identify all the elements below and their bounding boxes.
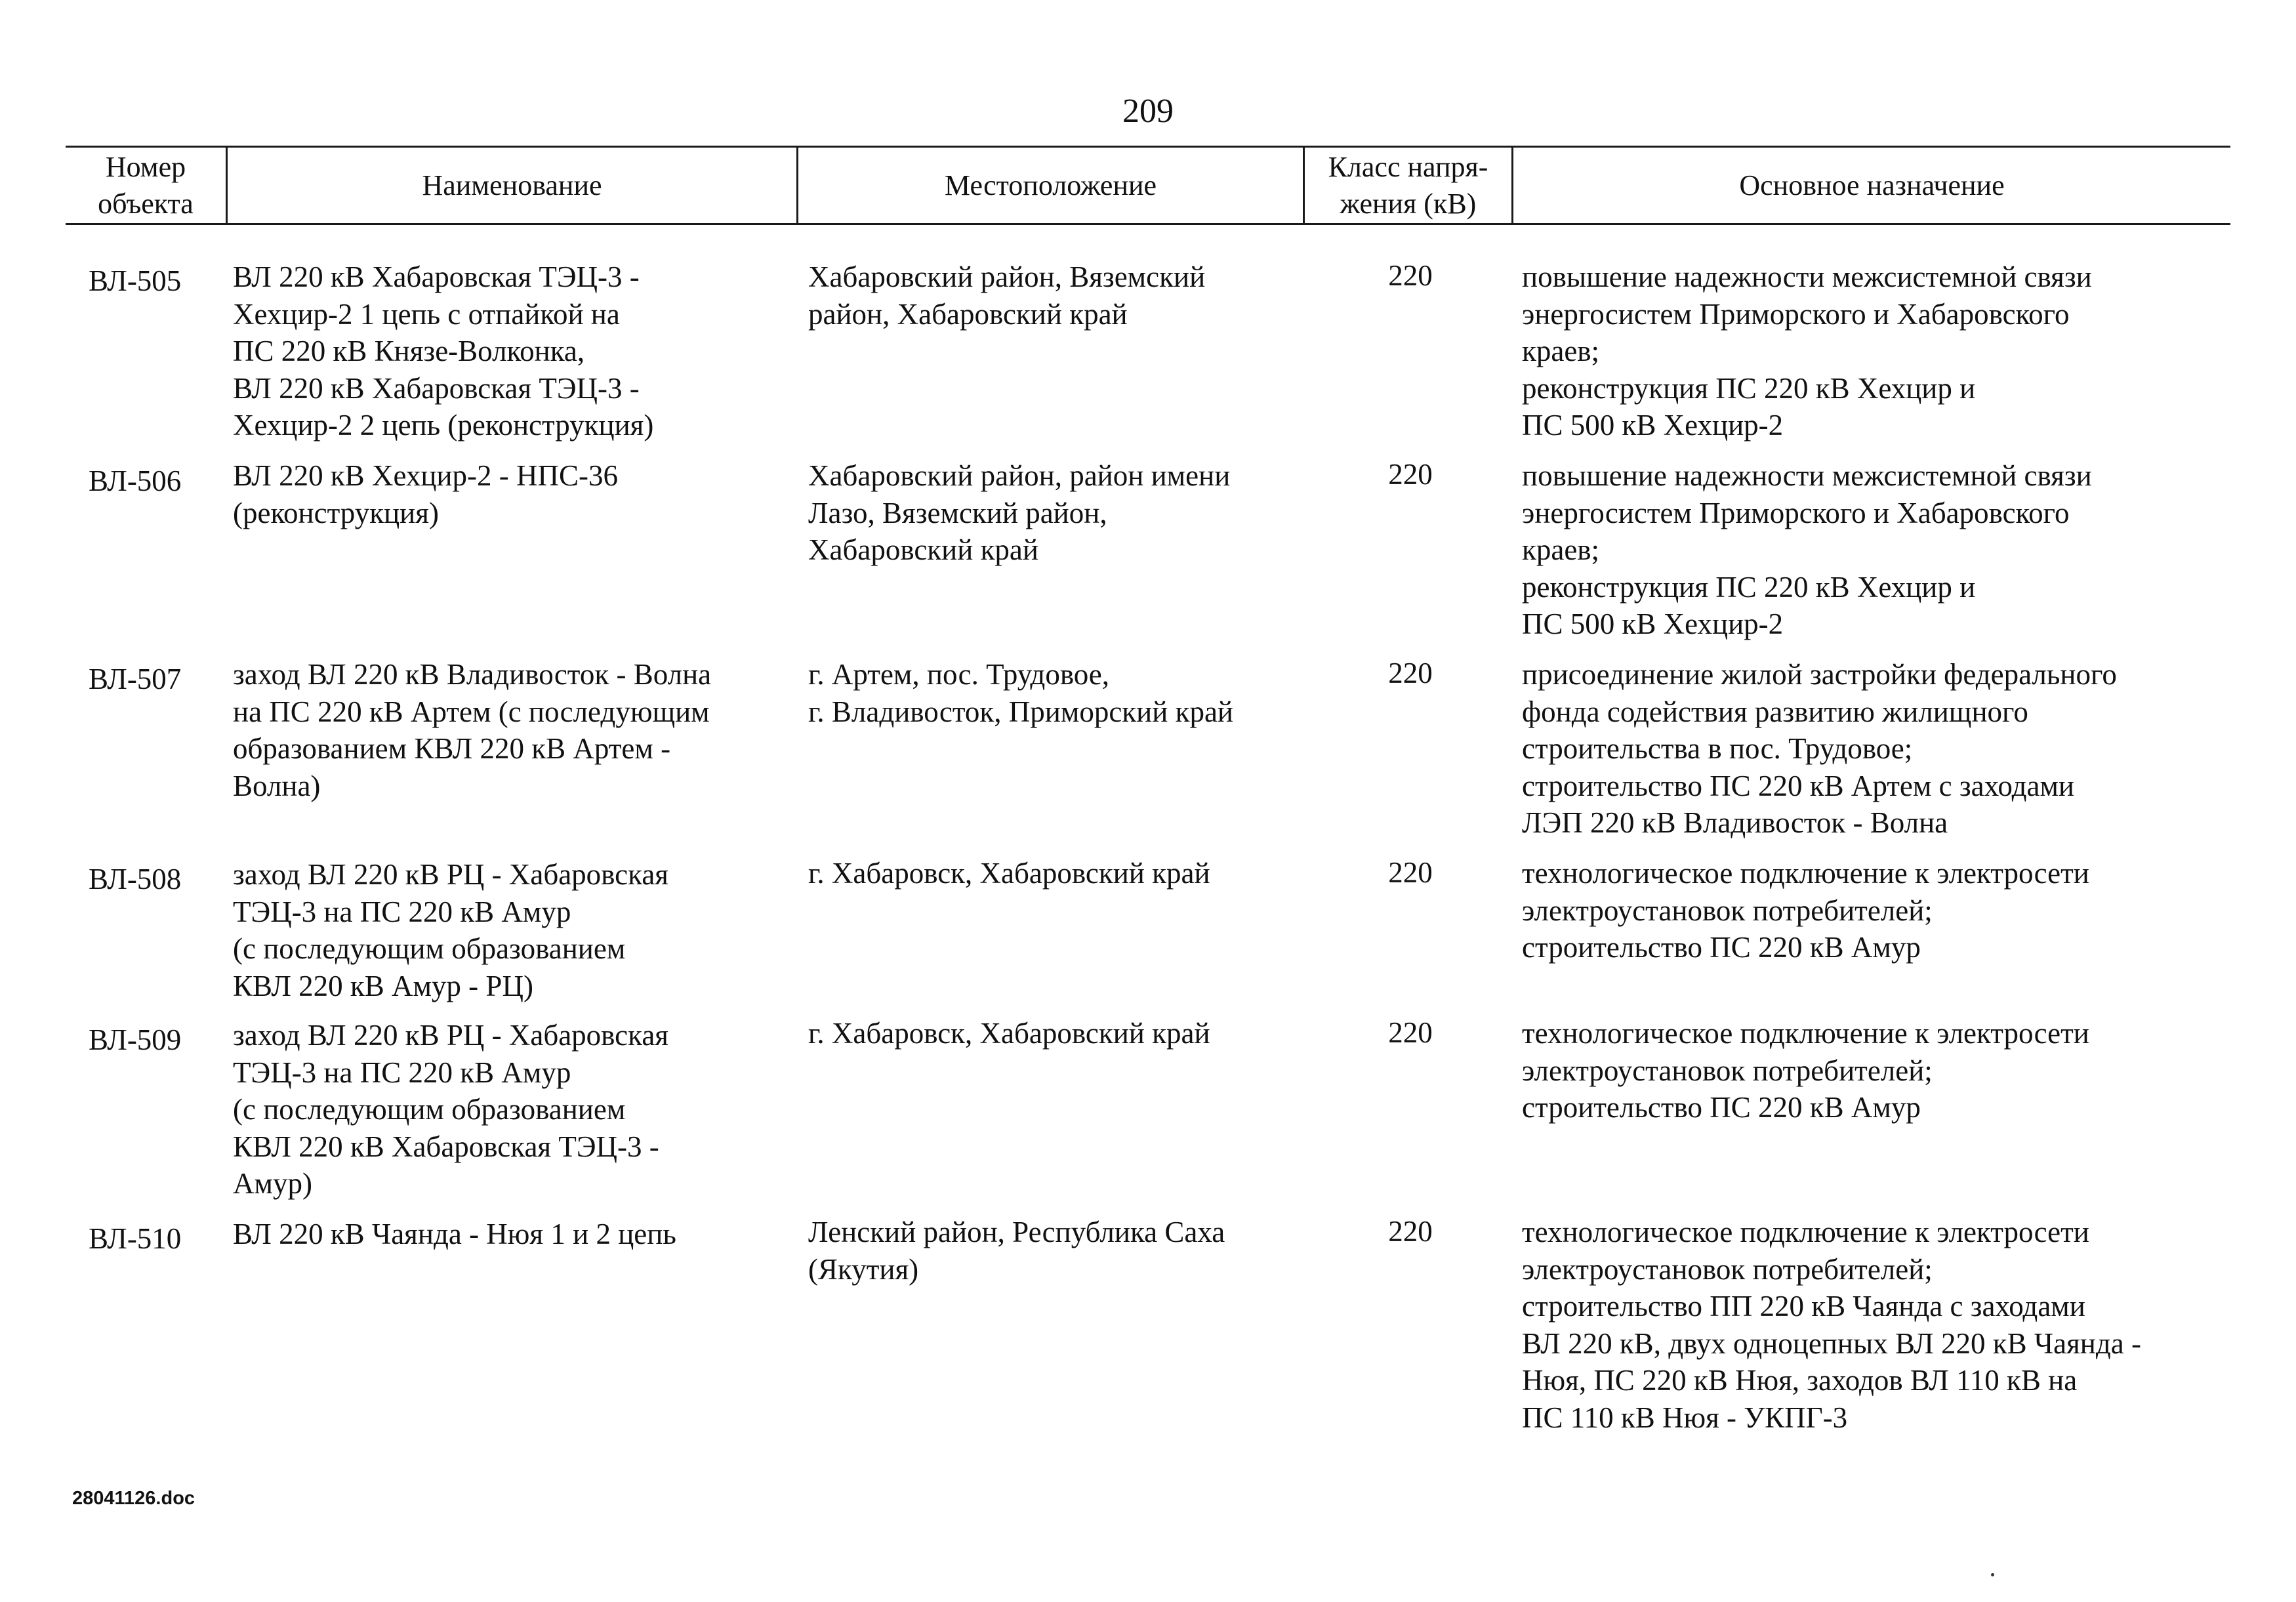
object-location: г. Артем, пос. Трудовое, г. Владивосток, Приморский край bbox=[808, 658, 1233, 728]
header-object-number: Номер объекта bbox=[98, 150, 194, 220]
table-header-bottom-rule bbox=[66, 223, 2230, 225]
object-voltage: 220 bbox=[1388, 1016, 1433, 1049]
object-voltage: 220 bbox=[1388, 1215, 1433, 1248]
object-number: ВЛ-509 bbox=[89, 1023, 182, 1056]
header-voltage-class: Класс напря- жения (кВ) bbox=[1328, 150, 1488, 220]
object-location: Хабаровский район, Вяземский район, Хабаровский край bbox=[808, 260, 1206, 331]
object-number: ВЛ-507 bbox=[89, 663, 182, 695]
object-name: ВЛ 220 кВ Чаянда - Нюя 1 и 2 цепь bbox=[233, 1218, 676, 1250]
object-number: ВЛ-506 bbox=[89, 464, 182, 497]
object-voltage: 220 bbox=[1388, 657, 1433, 689]
object-location: г. Хабаровск, Хабаровский край bbox=[808, 857, 1210, 890]
object-purpose: повышение надежности межсистемной связи энергосистем Приморского и Хабаровского краев; реконструкция ПС 220 кВ Хехцир и ПС 500 кВ Хехцир-2 bbox=[1522, 459, 2092, 640]
header-name: Наименование bbox=[422, 169, 602, 201]
object-purpose: присоединение жилой застройки федерального фонда содействия развитию жилищного строительства в пос. Трудовое; строительство ПС 220 кВ Артем с заходами ЛЭП 220 кВ Владивосток - Волна bbox=[1522, 658, 2117, 839]
object-voltage: 220 bbox=[1388, 259, 1433, 292]
object-name: заход ВЛ 220 кВ РЦ - Хабаровская ТЭЦ-3 на ПС 220 кВ Амур (с последующим образованием КВЛ 220 кВ Амур - РЦ) bbox=[233, 858, 668, 1002]
object-name: заход ВЛ 220 кВ Владивосток - Волна на ПС 220 кВ Артем (с последующим образованием КВЛ 220 кВ Артем - Волна) bbox=[233, 658, 712, 802]
object-voltage: 220 bbox=[1388, 856, 1433, 889]
object-name: ВЛ 220 кВ Хехцир-2 - НПС-36 (реконструкция) bbox=[233, 459, 618, 529]
object-number: ВЛ-505 bbox=[89, 264, 182, 297]
object-name: заход ВЛ 220 кВ РЦ - Хабаровская ТЭЦ-3 на ПС 220 кВ Амур (с последующим образованием КВЛ 220 кВ Хабаровская ТЭЦ-3 - Амур) bbox=[233, 1019, 668, 1200]
object-purpose: повышение надежности межсистемной связи энергосистем Приморского и Хабаровского краев; реконструкция ПС 220 кВ Хехцир и ПС 500 кВ Хехцир-2 bbox=[1522, 260, 2092, 442]
object-location: г. Хабаровск, Хабаровский край bbox=[808, 1017, 1210, 1050]
object-purpose: технологическое подключение к электросети электроустановок потребителей; строительство ПС 220 кВ Амур bbox=[1522, 857, 2089, 964]
scan-speck bbox=[1991, 1573, 1994, 1576]
object-location: Хабаровский район, район имени Лазо, Вяземский район, Хабаровский край bbox=[808, 459, 1231, 566]
object-location: Ленский район, Республика Саха (Якутия) bbox=[808, 1216, 1225, 1286]
header-location: Местоположение bbox=[944, 169, 1157, 201]
document-filename: 28041126.doc bbox=[72, 1488, 195, 1509]
object-number: ВЛ-510 bbox=[89, 1222, 182, 1255]
object-purpose: технологическое подключение к электросети электроустановок потребителей; строительство ПС 220 кВ Амур bbox=[1522, 1017, 2089, 1124]
object-voltage: 220 bbox=[1388, 458, 1433, 491]
header-purpose: Основное назначение bbox=[1739, 169, 2005, 201]
object-number: ВЛ-508 bbox=[89, 863, 182, 895]
object-purpose: технологическое подключение к электросети электроустановок потребителей; строительство ПП 220 кВ Чаянда с заходами ВЛ 220 кВ, двух одноцепных ВЛ 220 кВ Чаянда - Нюя, ПС 220 кВ Нюя, заходов ВЛ 110 кВ на ПС 110 кВ Нюя - УКПГ-3 bbox=[1522, 1216, 2141, 1434]
page-number: 209 bbox=[1122, 92, 1174, 130]
object-name: ВЛ 220 кВ Хабаровская ТЭЦ-3 - Хехцир-2 1 цепь с отпайкой на ПС 220 кВ Князе-Волконка, ВЛ 220 кВ Хабаровская ТЭЦ-3 - Хехцир-2 2 цепь (реконструкция) bbox=[233, 260, 654, 442]
